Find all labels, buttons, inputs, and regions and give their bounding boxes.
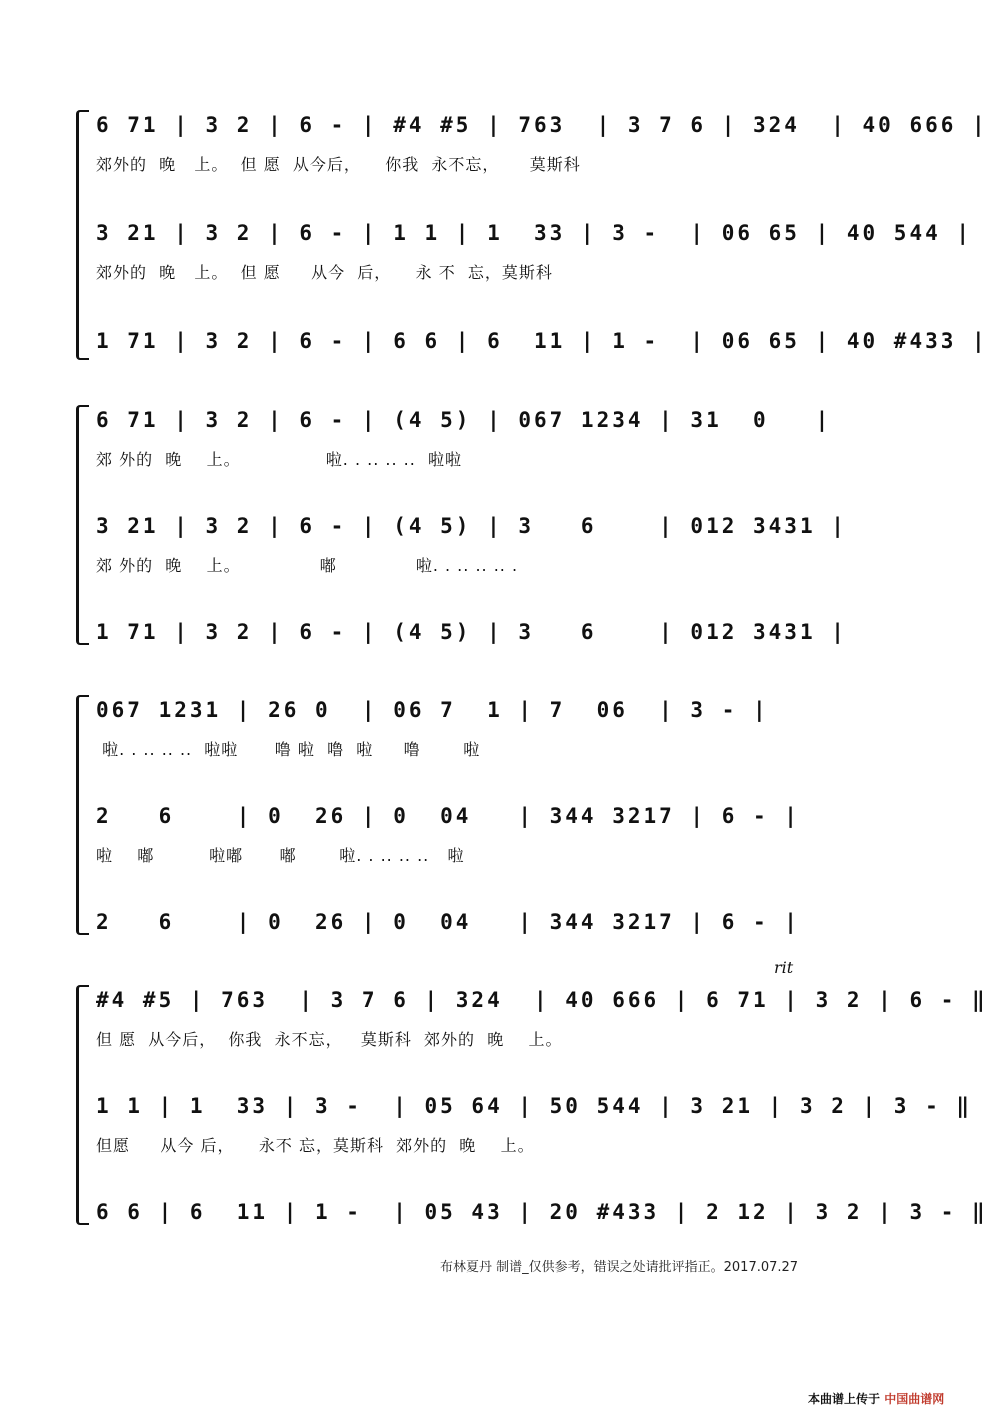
- site-logo: 中国曲谱网: [884, 1392, 945, 1406]
- staff-lyrics: 郊外的 晚 上。 但 愿 从今 后， 永 不 忘，莫斯科: [96, 263, 553, 282]
- staff-notes: 6 71 | 3 2 | 6 - | (4 5) | 067 1234 | 31 0 |: [96, 408, 832, 432]
- footer-source-prefix: 本曲谱上传于: [808, 1392, 881, 1406]
- staff-notes: 2 6 | 0 26 | 0 04 | 344 3217 | 6 - |: [96, 910, 800, 934]
- score-system-2: [76, 405, 936, 645]
- footer-source: [808, 1390, 944, 1407]
- staff-notes: 6 6 | 6 11 | 1 - | 05 43 | 20 #433 | 2 12 | 3 2 | 3 - ‖: [96, 1200, 988, 1224]
- staff-alto: [76, 801, 936, 865]
- staff-bass: [76, 617, 936, 661]
- footer-credit: 布林夏丹 制谱_仅供参考，错误之处请批评指正。2017.07.27: [440, 1260, 799, 1275]
- staff-lyrics: 郊外的 晚 上。 但 愿 从今后， 你我 永不忘， 莫斯科: [96, 155, 581, 174]
- staff-lyrics: 郊 外的 晚 上。 啦. . .. .. .. 啦啦: [96, 450, 463, 469]
- staff-bass: [76, 907, 936, 951]
- staff-notes: 2 6 | 0 26 | 0 04 | 344 3217 | 6 - |: [96, 804, 800, 828]
- staff-alto: [76, 1091, 973, 1155]
- staff-notes: 1 71 | 3 2 | 6 - | (4 5) | 3 6 | 012 3431 |: [96, 620, 847, 644]
- staff-alto: [76, 218, 973, 282]
- tempo-mark-rit: rit: [774, 958, 794, 977]
- staff-notes: 3 21 | 3 2 | 6 - | (4 5) | 3 6 | 012 3431 |: [96, 514, 847, 538]
- staff-notes: 1 1 | 1 33 | 3 - | 05 64 | 50 544 | 3 21 | 3 2 | 3 - ‖: [96, 1094, 973, 1118]
- staff-lyrics: 但 愿 从今后， 你我 永不忘， 莫斯科 郊外的 晚 上。: [96, 1030, 563, 1049]
- staff-soprano: [76, 985, 988, 1049]
- staff-soprano: [76, 110, 988, 174]
- staff-soprano: [76, 405, 936, 469]
- staff-lyrics: 但愿 从今 后， 永不 忘，莫斯科 郊外的 晚 上。: [96, 1136, 535, 1155]
- score-system-4: [76, 985, 988, 1225]
- staff-lyrics: 啦 嘟 啦嘟 嘟 啦. . .. .. .. 啦: [96, 846, 465, 865]
- staff-alto: [76, 511, 936, 575]
- staff-notes: 6 71 | 3 2 | 6 - | #4 #5 | 763 | 3 7 6 | 324 | 40 666 |: [96, 113, 988, 137]
- staff-notes: 1 71 | 3 2 | 6 - | 6 6 | 6 11 | 1 - | 06 65 | 40 #433 |: [96, 329, 988, 353]
- staff-notes: #4 #5 | 763 | 3 7 6 | 324 | 40 666 | 6 71 | 3 2 | 6 - ‖: [96, 988, 988, 1012]
- staff-notes: 067 1231 | 26 0 | 06 7 1 | 7 06 | 3 - |: [96, 698, 769, 722]
- staff-bass: [76, 1197, 988, 1241]
- staff-lyrics: 啦. . .. .. .. 啦啦 噜 啦 噜 啦 噜 啦: [96, 740, 481, 759]
- score-system-3: [76, 695, 936, 935]
- staff-bass: [76, 326, 988, 370]
- staff-notes: 3 21 | 3 2 | 6 - | 1 1 | 1 33 | 3 - | 06 65 | 40 544 |: [96, 221, 973, 245]
- staff-soprano: [76, 695, 936, 759]
- staff-lyrics: 郊 外的 晚 上。 嘟 啦. . .. .. .. .: [96, 556, 519, 575]
- score-system-1: [76, 110, 988, 360]
